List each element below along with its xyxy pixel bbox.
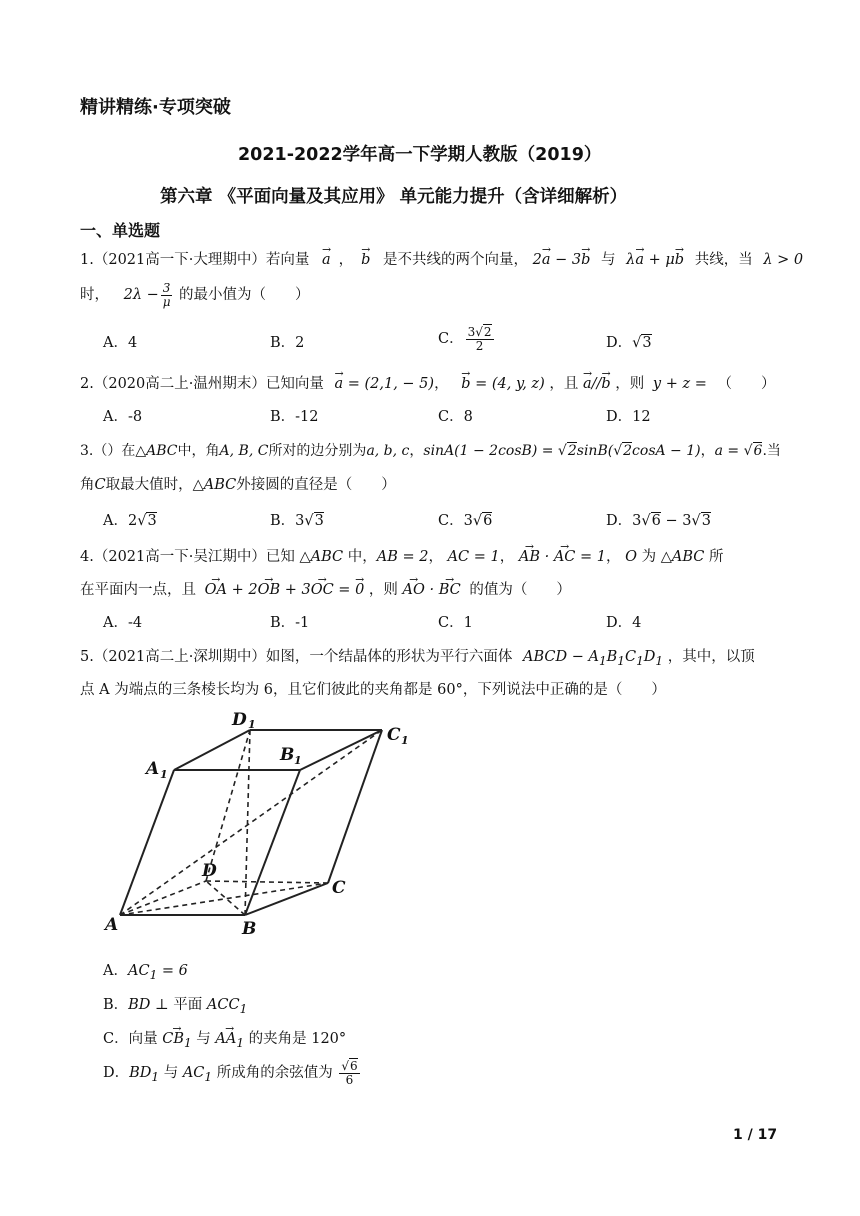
question-3-option-a[interactable]: A．2√3 bbox=[103, 513, 157, 529]
label-c1: C bbox=[387, 725, 401, 745]
question-4-line-1: 4.（2021高一下·吴江期中）已知 △ABC 中，AB = 2， AC = 1， → AB · → AC = 1， O 为 △ABC 所 bbox=[80, 545, 723, 566]
question-4-line-2: 在平面内一点，且 → OA + 2→ OB + 3→ OC = → 0 ，则 → AO · → BC 的值为（ ） bbox=[80, 578, 571, 599]
question-2-option-c[interactable]: C．8 bbox=[438, 409, 473, 425]
question-5-option-d[interactable]: D．$BD_1$ 与 $AC_1$ 所成角的余弦值为 $\frac{√6}{6}$ bbox=[103, 1059, 358, 1087]
label-a1: A bbox=[146, 759, 160, 779]
question-1-line-2: 时， 2λ − $\frac{3}{\mu}$ 的最小值为（ ） bbox=[80, 281, 310, 309]
question-4-option-c[interactable]: C．1 bbox=[438, 615, 473, 631]
question-1-option-d[interactable]: D．√3 bbox=[606, 335, 652, 351]
question-5-option-c[interactable]: C．向量 → $CB_1$ 与 → $AA_1$ 的夹角是 120° bbox=[103, 1027, 346, 1050]
label-d: D bbox=[202, 861, 217, 881]
parallelepiped-figure bbox=[100, 708, 420, 940]
question-2-stem: 2.（2020高二上·温州期末）已知向量 → a = (2,1, − 5)， → b = (4, y, z) ，且 → a//→ b ，则 y + z = （ ） bbox=[80, 372, 775, 393]
question-5-option-b[interactable]: B．BD ⊥ 平面 $ACC_1$ bbox=[103, 997, 248, 1016]
question-4-option-d[interactable]: D．4 bbox=[606, 615, 642, 631]
page-number: 1 / 17 bbox=[733, 1127, 778, 1143]
question-1-option-b[interactable]: B．2 bbox=[270, 335, 305, 351]
page-title: 2021-2022学年高一下学期人教版（2019） bbox=[238, 145, 602, 165]
question-1-line-1: 1.（2021高一下·大理期中）若向量 → a ，→ b 是不共线的两个向量， 2→ a − 3→ b 与 λ→ a + μ→ b 共线，当 λ > 0 bbox=[80, 248, 803, 269]
question-1-option-c[interactable]: C． $\frac{3√2}{2}$ bbox=[438, 325, 492, 353]
label-a: A bbox=[105, 915, 119, 935]
svg-text:1: 1 bbox=[248, 718, 256, 731]
question-5-line-1: 5.（2021高二上·深圳期中）如图，一个结晶体的形状为平行六面体 ABCD − $A_1B_1C_1D_1$ ，其中，以顶 bbox=[80, 649, 755, 668]
question-4-option-b[interactable]: B．-1 bbox=[270, 615, 310, 631]
label-b: B bbox=[242, 919, 257, 939]
question-3-line-2: 角C取最大值时，△ABC外接圆的直径是（ ） bbox=[80, 477, 396, 493]
question-3-option-b[interactable]: B．3√3 bbox=[270, 513, 324, 529]
svg-text:1: 1 bbox=[160, 768, 168, 781]
question-3-line-1: 3.（）在△ABC中，角A, B, C所对的边分别为a, b, c，sinA(1 − 2cosB) = √2sinB(√2cosA − 1)，a = √6.当 bbox=[80, 443, 781, 459]
question-2-option-b[interactable]: B．-12 bbox=[270, 409, 319, 425]
svg-text:1: 1 bbox=[294, 754, 302, 767]
question-2-option-d[interactable]: D．12 bbox=[606, 409, 651, 425]
label-c: C bbox=[332, 878, 346, 898]
question-5-line-2: 点 A 为端点的三条棱长均为 6，且它们彼此的夹角都是 60°，下列说法中正确的是（ ） bbox=[80, 682, 666, 698]
question-3-option-c[interactable]: C．3√6 bbox=[438, 513, 493, 529]
section-heading: 一、单选题 bbox=[80, 221, 161, 240]
page-subtitle: 第六章 《平面向量及其应用》 单元能力提升（含详细解析） bbox=[160, 187, 628, 207]
svg-text:1: 1 bbox=[401, 734, 409, 747]
question-4-option-a[interactable]: A．-4 bbox=[103, 615, 143, 631]
question-1-option-a[interactable]: A．4 bbox=[103, 335, 138, 351]
question-2-option-a[interactable]: A．-8 bbox=[103, 409, 143, 425]
series-label: 精讲精练·专项突破 bbox=[80, 97, 231, 118]
question-3-option-d[interactable]: D．3√6 − 3√3 bbox=[606, 513, 711, 529]
label-b1: B bbox=[280, 745, 295, 765]
label-d1: D bbox=[232, 710, 247, 730]
question-5-option-a[interactable]: A．$AC_1 = 6$ bbox=[103, 963, 188, 982]
